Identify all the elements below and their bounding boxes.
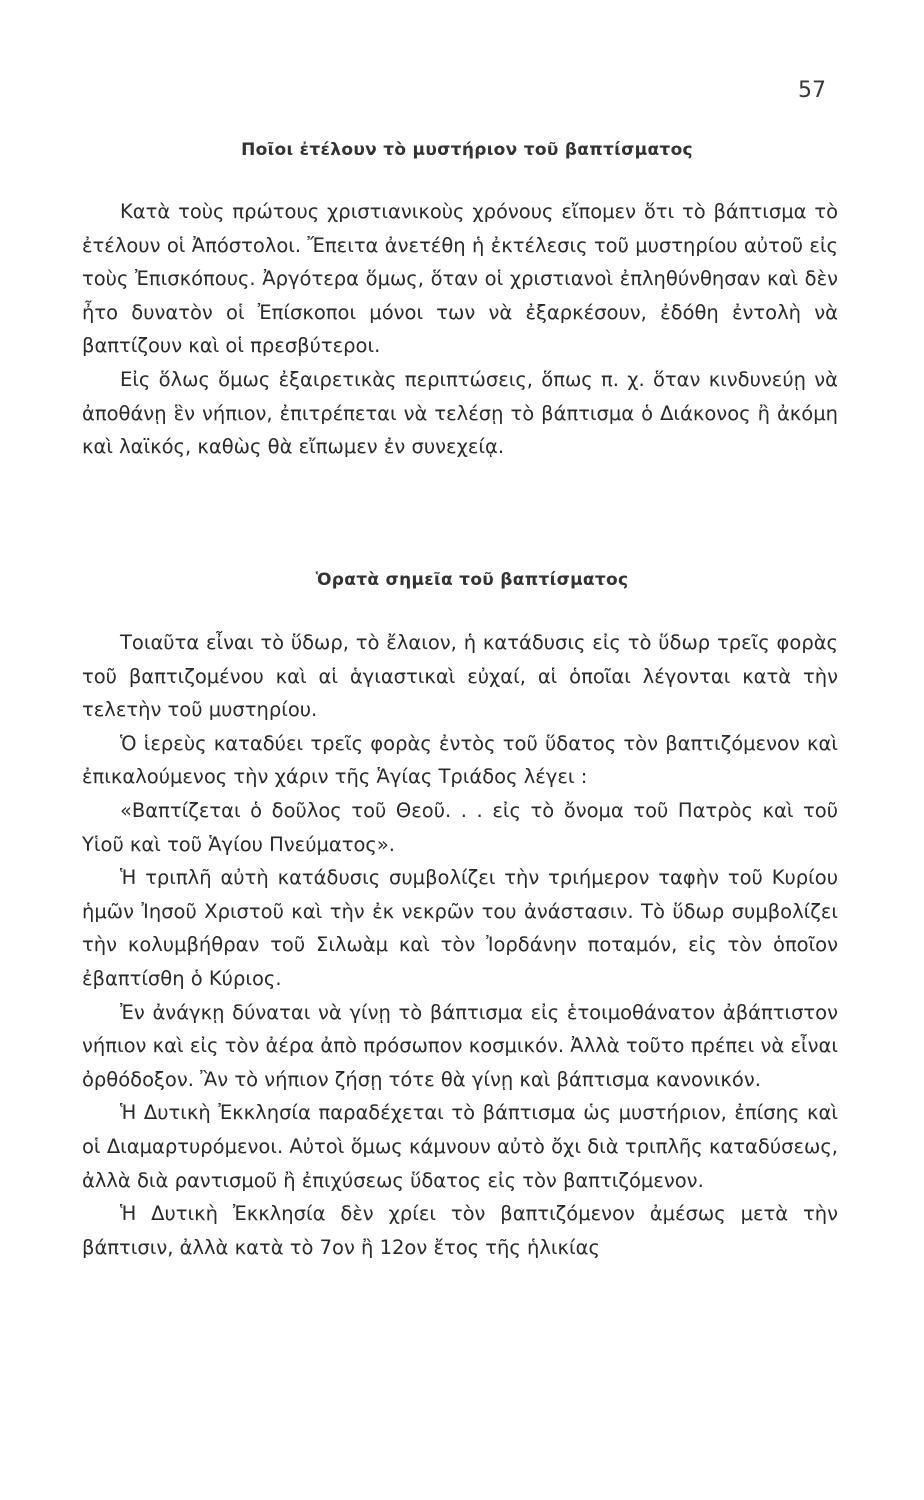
page-number: 57 [798, 78, 826, 103]
paragraph: Ὁ ἱερεὺς καταδύει τρεῖς φορὰς ἐντὸς τοῦ ὕδατος τὸν βαπτιζόμενον καὶ ἐπικαλούμενος τὴν χάριν τῆς Ἁγίας Τριάδος λέγει : [82, 731, 838, 789]
section-body-visible-signs [82, 626, 838, 1264]
paragraph: Ἐν ἀνάγκῃ δύναται νὰ γίνῃ τὸ βάπτισμα εἰς ἑτοιμοθάνατον ἀβάπτιστον νήπιον καὶ εἰς τὸν ἀέρα ἀπὸ πρόσωπον κοσμικόν. Ἀλλὰ τοῦτο πρέπει νὰ εἶναι ὀρθόδοξον. Ἂν τὸ νήπιον ζήσῃ τότε θὰ γίνῃ καὶ βάπτισμα κανονικόν. [82, 1000, 838, 1091]
paragraph: Τοιαῦτα εἶναι τὸ ὕδωρ, τὸ ἔλαιον, ἡ κατάδυσις εἰς τὸ ὕδωρ τρεῖς φορὰς τοῦ βαπτιζομένου καὶ αἱ ἁγιαστικαὶ εὐχαί, αἱ ὁποῖαι λέγονται κατὰ τὴν τελετὴν τοῦ μυστηρίου. [82, 631, 838, 722]
paragraph: Ἡ Δυτικὴ Ἐκκλησία παραδέχεται τὸ βάπτισμα ὡς μυστήριον, ἐπίσης καὶ οἱ Διαμαρτυρόμενοι. Αὐτοὶ ὅμως κάμνουν αὐτὸ ὄχι διὰ τριπλῆς καταδύσεως, ἀλλὰ διὰ ραντισμοῦ ἢ ἐπιχύσεως ὕδατος εἰς τὸν βαπτιζόμενον. [82, 1101, 838, 1192]
section-heading-administrators: Ποῖοι ἐτέλουν τὸ μυστήριον τοῦ βαπτίσματος [241, 140, 693, 160]
paragraph: Εἰς ὅλως ὅμως ἐξαιρετικὰς περιπτώσεις, ὅπως π. χ. ὅταν κινδυνεύῃ νὰ ἀποθάνῃ ἓν νήπιον, ἐπιτρέπεται νὰ τελέσῃ τὸ βάπτισμα ὁ Διάκονος ἢ ἀκόμη καὶ λαϊκός, καθὼς θὰ εἴπωμεν ἐν συνεχείᾳ. [82, 367, 838, 459]
paragraph: Ἡ Δυτικὴ Ἐκκλησία δὲν χρίει τὸν βαπτιζόμενον ἀμέσως μετὰ τὴν βάπτισιν, ἀλλὰ κατὰ τὸ 7ον ἢ 12ον ἔτος τῆς ἡλικίας [82, 1202, 838, 1259]
paragraph: Κατὰ τοὺς πρώτους χριστιανικοὺς χρόνους εἴπομεν ὅτι τὸ βάπτισμα τὸ ἐτέλουν οἱ Ἀπόστολοι. Ἔπειτα ἀνετέθη ἡ ἐκτέλεσις τοῦ μυστηρίου αὐτοῦ εἰς τοὺς Ἐπισκόπους. Ἀργότερα ὅμως, ὅταν οἱ χριστιανοὶ ἐπληθύνθησαν καὶ δὲν ἦτο δυνατὸν οἱ Ἐπίσκοποι μόνοι των νὰ ἐξαρκέσουν, ἐδόθη ἐντολὴ νὰ βαπτίζουν καὶ οἱ πρεσβύτεροι. [82, 200, 838, 358]
paragraph: Ἡ τριπλῆ αὐτὴ κατάδυσις συμβολίζει τὴν τριήμερον ταφὴν τοῦ Κυρίου ἡμῶν Ἰησοῦ Χριστοῦ καὶ τὴν ἐκ νεκρῶν του ἀνάστασιν. Τὸ ὕδωρ συμβολίζει τὴν κολυμβήθραν τοῦ Σιλωὰμ καὶ τὸν Ἰορδάνην ποταμόν, εἰς τὸν ὁποῖον ἐβαπτίσθη ὁ Κύριος. [82, 866, 838, 990]
paragraph: «Βαπτίζεται ὁ δοῦλος τοῦ Θεοῦ. . . εἰς τὸ ὄνομα τοῦ Πατρὸς καὶ τοῦ Υἱοῦ καὶ τοῦ Ἁγίου Πνεύματος». [82, 798, 838, 856]
section-heading-visible-signs: Ὁρατὰ σημεῖα τοῦ βαπτίσματος [315, 570, 629, 590]
section-body-administrators [82, 195, 838, 464]
